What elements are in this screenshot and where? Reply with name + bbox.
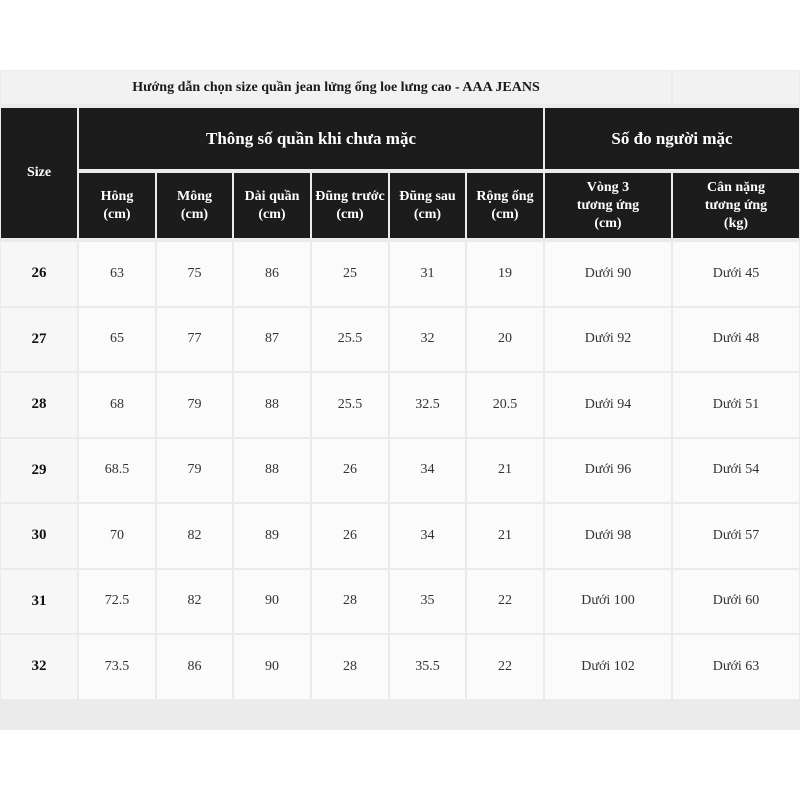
measurement-value: 22 (467, 635, 543, 699)
column-header-line: Vòng 3 (586, 179, 630, 195)
measurement-value: Dưới 57 (673, 504, 799, 568)
measurement-value: 82 (157, 504, 232, 568)
measurement-value: 20 (467, 308, 543, 372)
measurement-value: Dưới 51 (673, 373, 799, 437)
size-chart-table (0, 70, 800, 730)
measurement-value: 70 (79, 504, 155, 568)
measurement-value: 88 (234, 439, 310, 503)
measurement-value: 21 (467, 439, 543, 503)
measurement-value: Dưới 92 (545, 308, 671, 372)
column-header-line: Rộng ống (476, 188, 534, 204)
column-header-line: (cm) (491, 206, 519, 222)
size-value: 28 (1, 373, 77, 437)
measurement-value: 25.5 (312, 308, 388, 372)
column-header-label (101, 188, 134, 224)
measurement-value: 28 (312, 570, 388, 634)
measurement-value: 82 (157, 570, 232, 634)
column-header-label (177, 188, 212, 224)
measurement-value: 28 (312, 635, 388, 699)
column-header-label (705, 179, 767, 233)
column-header-line: Dài quần (244, 188, 300, 204)
measurement-value: 75 (157, 242, 232, 306)
measurement-value: Dưới 90 (545, 242, 671, 306)
garment-spec-header: Thông số quần khi chưa mặc (79, 108, 543, 169)
measurement-value: 86 (157, 635, 232, 699)
column-header-label (399, 188, 455, 224)
column-header (157, 173, 232, 238)
measurement-value: 32 (390, 308, 465, 372)
size-value: 29 (1, 439, 77, 503)
measurement-value: 90 (234, 635, 310, 699)
size-value: 30 (1, 504, 77, 568)
measurement-value: Dưới 54 (673, 439, 799, 503)
column-header-line: (cm) (413, 206, 442, 222)
column-header-line: Đũng trước (315, 188, 385, 204)
column-header-line: (cm) (594, 215, 622, 231)
column-header (545, 173, 671, 238)
measurement-value: 22 (467, 570, 543, 634)
column-header-line: (cm) (103, 206, 131, 222)
measurement-value: 25 (312, 242, 388, 306)
measurement-value: 19 (467, 242, 543, 306)
measurement-value: 89 (234, 504, 310, 568)
measurement-value: 35 (390, 570, 465, 634)
column-header-line: tương ứng (576, 197, 640, 213)
size-value: 27 (1, 308, 77, 372)
measurement-value: 31 (390, 242, 465, 306)
measurement-value: 26 (312, 439, 388, 503)
measurement-value: 65 (79, 308, 155, 372)
measurement-value: 79 (157, 373, 232, 437)
size-value: 32 (1, 635, 77, 699)
measurement-value: 77 (157, 308, 232, 372)
wearer-measure-header: Số đo người mặc (545, 108, 799, 169)
measurement-value: 35.5 (390, 635, 465, 699)
measurement-value: 25.5 (312, 373, 388, 437)
measurement-value: 72.5 (79, 570, 155, 634)
measurement-value: 34 (390, 439, 465, 503)
size-value: 26 (1, 242, 77, 306)
table-title: Hướng dẫn chọn size quần jean lửng ống loe lưng cao - AAA JEANS (1, 71, 671, 104)
measurement-value: Dưới 98 (545, 504, 671, 568)
measurement-value: 21 (467, 504, 543, 568)
column-header-label (577, 179, 639, 233)
column-header-line: (cm) (336, 206, 364, 222)
column-header-line: Hông (100, 188, 134, 204)
measurement-value: Dưới 60 (673, 570, 799, 634)
measurement-value: Dưới 45 (673, 242, 799, 306)
measurement-value: Dưới 102 (545, 635, 671, 699)
column-header-line: Đũng sau (399, 188, 456, 204)
column-header-label (476, 188, 533, 224)
measurement-value: Dưới 96 (545, 439, 671, 503)
size-value: 31 (1, 570, 77, 634)
measurement-value: 20.5 (467, 373, 543, 437)
measurement-value: 68 (79, 373, 155, 437)
column-header-line: (cm) (258, 206, 286, 222)
column-header (234, 173, 310, 238)
measurement-value: 79 (157, 439, 232, 503)
measurement-value: Dưới 94 (545, 373, 671, 437)
column-header-line: (kg) (723, 215, 749, 231)
column-header-label (315, 188, 384, 224)
measurement-value: 73.5 (79, 635, 155, 699)
measurement-value: 32.5 (390, 373, 465, 437)
column-header (312, 173, 388, 238)
measurement-value: 90 (234, 570, 310, 634)
column-header-line: Mông (177, 188, 212, 204)
measurement-value: 68.5 (79, 439, 155, 503)
column-header-label (245, 188, 300, 224)
column-header (390, 173, 465, 238)
column-header (673, 173, 799, 238)
measurement-value: 87 (234, 308, 310, 372)
column-header-line: (cm) (180, 206, 209, 222)
title-empty-cell (673, 71, 799, 104)
column-header (467, 173, 543, 238)
measurement-value: Dưới 48 (673, 308, 799, 372)
measurement-value: Dưới 63 (673, 635, 799, 699)
column-header (79, 173, 155, 238)
measurement-value: 88 (234, 373, 310, 437)
measurement-value: 63 (79, 242, 155, 306)
measurement-value: 34 (390, 504, 465, 568)
column-header-line: Cân nặng (707, 179, 765, 195)
size-header: Size (1, 108, 77, 238)
column-header-line: tương ứng (704, 197, 768, 213)
measurement-value: 86 (234, 242, 310, 306)
measurement-value: 26 (312, 504, 388, 568)
measurement-value: Dưới 100 (545, 570, 671, 634)
